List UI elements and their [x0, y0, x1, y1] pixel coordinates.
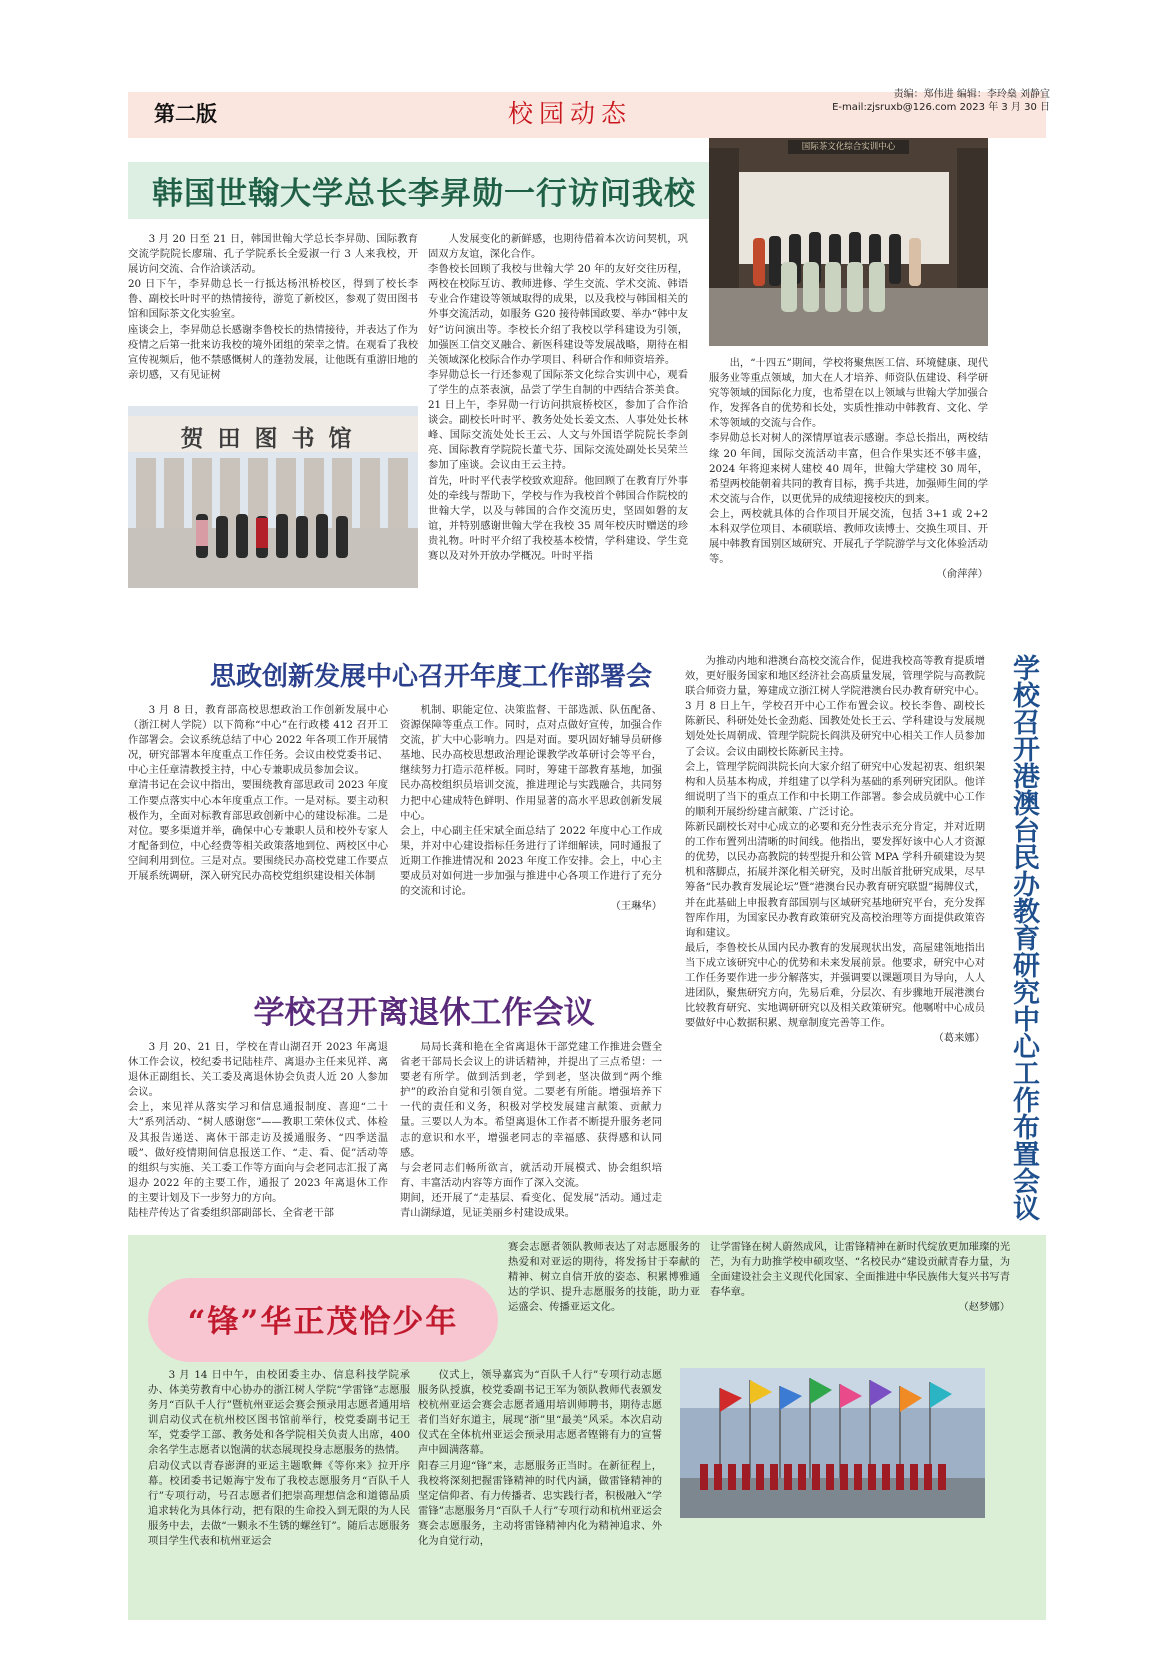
flag-ceremony-photo [680, 1368, 985, 1518]
tea-center-group-photo [709, 138, 988, 346]
article5-text: 赛会志愿者领队教师表达了对志愿服务的热爱和对亚运的期待，将发扬甘于奉献的精神、树立自信开放的姿态、积累博雅通达的学识、提升志愿服务的技能，助力亚运盛会、传播亚运文化。 [508, 1241, 700, 1314]
article5-headline: “锋”华正茂恰少年 [187, 1304, 459, 1340]
flag-photo-art [680, 1368, 985, 1518]
article3-column-1 [128, 1040, 388, 1221]
page-number: 第二版 [154, 102, 217, 126]
editor-info [806, 88, 1050, 114]
article1-text: 3 月 20 日至 21 日，韩国世翰大学总长李昇勋、国际教育交流学院院长廖瑞、孔子学院系长全爱淑一行 3 人来我校，开展访问交流、合作洽谈活动。 20 日下午，李昇勋总长一行抵达杨汛桥校区，得到了校长李鲁、副校长叶时平的热情接待，游览了新校区，参观了贺田图书馆和国际茶文化实验室。 座谈会上，李昇勋总长感谢李鲁校长的热情接待，并表达了作为疫情之后第一批来访我校的境外团组的荣幸之情。在观看了我校宣传视频后，他不禁感慨树人的蓬勃发展，让他既有重游旧地的亲切感，又有见证树 [128, 233, 418, 381]
tea-center-sign: 国际茶文化综合实训中心 [788, 140, 909, 154]
article5-top-middle [508, 1240, 700, 1315]
article2-headline: 思政创新发展中心召开年度工作部署会 [209, 662, 652, 692]
article2-column-1 [128, 703, 388, 884]
article3-headline: 学校召开离退休工作会议 [253, 995, 595, 1031]
article2-text: 3 月 8 日，教育部高校思想政治工作创新发展中心（浙江树人学院）以下简称“中心”在行政楼 412 召开工作部署会。会议系统总结了中心 2022 年各项工作开展情况，研究部署本年度重点工作任务。会议由校党委书记、中心主任章清教授主持，中心专兼职成员参加会议。 章清书记在会议中指出，要围绕教育部思政司 2023 年度工作要点落实中心本年度重点工作。一是对标。要主动积极作为，全面对标教育部思政创新中心的建设标准。二是对位。要多渠道并举，确保中心专兼职人员和校外专家人才配备到位，中心经费等相关政策落地到位、两校区中心空间利用到位。三是对点。要围绕民办高校党建工作要点开展系统调研，深入研究民办高校党组织建设相关体制 [128, 704, 388, 883]
article1-text: 出，“十四五”期间，学校将聚焦医工信、环境健康、现代服务业等重点领域，加大在人才培养、师资队伍建设、科学研究等领域的国际化力度，也希望在以上领域与世翰大学加强合作，发挥各自的优势和长处，实质性推动中韩教育、文化、学术等领域的交流与合作。 李昇勋总长对树人的深情厚谊表示感谢。李总长指出，两校结缘 20 年间，国际交流活动丰富，但合作果实还不够丰盛，2024 年将迎来树人建校 40 周年，世翰大学建校 30 周年，希望两校能朝着共同的教育目标，携手共进，加强师生间的学术交流与合作，以更优异的成绩迎接校庆的到来。 会上，两校就具体的合作项目开展交流，包括 3+1 或 2+2 本科双学位项目、本硕联培、教师攻读博士、交换生项目、开展中韩教育国别区域研究、开展孔子学院游学与文化体验活动等。 [709, 357, 988, 566]
article4-vertical-headline: 学校召开港澳台民办教育研究中心工作布置会议 [1008, 654, 1039, 1221]
library-group-photo [128, 406, 418, 588]
article1-column-3 [709, 356, 988, 582]
article4-byline: （葛来娜） [933, 1032, 985, 1045]
contact-date-line: E-mail:zjsruxb@126.com 2023 年 3 月 30 日 [832, 102, 1050, 113]
article1-column-1 [128, 232, 418, 383]
article4-column [685, 654, 985, 1046]
article5-text: 让学雷锋在树人蔚然成风，让雷锋精神在新时代绽放更加璀璨的光芒，为有力助推学校申硕攻坚、“名校民办”建设贡献青春力量，为全面建设社会主义现代化国家、全面推进中华民族伟大复兴书写青春华章。 [710, 1241, 1010, 1299]
article5-text: 3 月 14 日中午，由校团委主办、信息科技学院承办、体美劳教育中心协办的浙江树人学院“学雷锋”志愿服务月“百队千人行”暨杭州亚运会赛会预录用志愿者通用培训启动仪式在杭州校区图书馆前举行，校党委副书记王军，党委学工部、教务处和各学院相关负责人出席，400 余名学生志愿者以饱满的状态展现投身志愿服务的热情。 启动仪式以青春澎湃的亚运主题歌舞《等你来》拉开序幕。校团委书记姬海宁发布了我校志愿服务月“百队千人行”专项行动，号召志愿者们把崇高理想信念和道德品质追求转化为具体行动，把有限的生命投入到无限的为人民服务中去，去做“一颗永不生锈的螺丝钉”。随后志愿服务项目学生代表和杭州亚运会 [148, 1369, 410, 1548]
article1-headline: 韩国世翰大学总长李昇勋一行访问我校 [152, 176, 696, 212]
editors-line: 责编：郑伟进 编辑：李玲燊 刘静宜 [893, 89, 1050, 100]
article2-byline: （王琳华） [610, 900, 662, 913]
article5-top-right [710, 1240, 1010, 1315]
article3-text: 3 月 20、21 日，学校在青山湖召开 2023 年离退休工作会议，校纪委书记陆桂芹、离退办主任来见祥、离退休正副组长、关工委及离退休协会负责人近 20 人参加会议。 会上，来见祥从落实学习和信息通报制度、喜迎“二十大”系列活动、“树人感谢您”——教职工荣休仪式、体检及其报告递送、离休干部走访及援通服务、“四季送温暖”、做好疫情期间信息报送工作、“走、看、促”活动等的组织与实施、关工委工作等方面向与会老同志汇报了离退办 2022 年的主要工作，通报了 2023 年离退休工作的主要计划及下一步努力的方向。 陆桂芹传达了省委组织部副部长、全省老干部 [128, 1041, 388, 1220]
article5-text: 仪式上，领导嘉宾为“百队千人行”专项行动志愿服务队授旗，校党委副书记王军为领队教师代表颁发校杭州亚运会赛会志愿者通用培训师聘书，期待志愿者们当好东道主，展现“浙”里“最美”风采。本次启动仪式在全体杭州亚运会预录用志愿者铿锵有力的宣誓声中圆满落幕。 阳春三月迎“锋”来，志愿服务正当时。在新征程上，我校将深刻把握雷锋精神的时代内涵，做雷锋精神的坚定信仰者、有力传播者、忠实践行者，积极融入“学雷锋”志愿服务月“百队千人行”专项行动和杭州亚运会赛会志愿服务，主动将雷锋精神内化为精神追求、外化为自觉行动， [418, 1369, 662, 1548]
article1-byline: （俞萍萍） [936, 568, 988, 581]
article2-text: 机制、职能定位、决策监督、干部选派、队伍配备、资源保障等重点工作。同时，点对点做好宣传，加强合作交流，扩大中心影响力。四是对面。要巩固好辅导员研修基地、民办高校思想政治理论课教学改革研讨会等平台，继续努力打造示范样板。同时，筹建干部教育基地，加强民办高校组织员培训交流，推进理论与实践融合，共同努力把中心建成特色鲜明、作用显著的高水平思政创新发展中心。 会上，中心副主任宋斌全面总结了 2022 年度中心工作成果，并对中心建设指标任务进行了详细解读，同时通报了近期工作推进情况和 2023 年度工作安排。会上，中心主要成员对如何进一步加强与推进中心各项工作进行了充分的交流和讨论。 [400, 704, 662, 898]
article1-text: 人发展变化的新鲜感，也期待借着本次访问契机，巩固双方友谊，深化合作。 李鲁校长回顾了我校与世翰大学 20 年的友好交往历程，两校在校际互访、教师进修、学生交流、学术交流、韩语专业合作建设等领域取得的成果，以及我校与韩国相关的外事交流活动，如服务 G20 接待韩国政要、举办“韩中友好”访问演出等。李校长介绍了我校以学科建设为引领，加强医工信交叉融合、新医科建设等发展战略，期待在相关领域深化校际合作办学项目、科研合作和师资培养。 李昇勋总长一行还参观了国际茶文化综合实训中心，观看了学生的点茶表演，品尝了学生自制的中西结合茶美食。 21 日上午，李昇勋一行访问拱宸桥校区，参加了合作洽谈会。副校长叶时平、教务处处长姜文杰、人事处处长林峰、国际交流处处长王云、人文与外国语学院院长李剑亮、国际教育学院院长董弋芬、国际交流处副处长吴荣兰参加了座谈。会议由王云主持。 首先，叶时平代表学校致欢迎辞。他回顾了在教育厅外事处的牵线与帮助下，学校与作为我校首个韩国合作院校的世翰大学，以及与韩国的合作交流历史，坚固如磐的友谊，并特别感谢世翰大学在我校 35 周年校庆时赠送的珍贵礼物。叶时平介绍了我校基本校情，学科建设、学生竞赛以及对外开放办学概况。叶时平指 [428, 233, 688, 562]
article3-text: 局局长龚和艳在全省离退休干部党建工作推进会暨全省老干部局长会议上的讲话精神，并提出了三点希望：一要老有所学。做到活到老，学到老，坚决做到“两个维护”的政治自觉和引领自觉。二要老有所能。增强培养下一代的责任和义务，积极对学校发展建言献策、贡献力量。三要以人为本。希望离退休工作者不断提升服务老同志的意识和水平，增强老同志的幸福感、获得感和认同感。 与会老同志们畅所欲言，就活动开展模式、协会组织培育、丰富活动内容等方面作了深入交流。 期间，还开展了“走基层、看变化、促发展”活动。通过走青山湖绿道，见证美丽乡村建设成果。 [400, 1041, 662, 1220]
article3-column-2 [400, 1040, 662, 1221]
article5-column-2 [418, 1368, 662, 1549]
article1-column-2 [428, 232, 688, 564]
library-sign-text: 贺田图书馆 [180, 425, 366, 452]
article2-column-2 [400, 703, 662, 914]
article4-text: 为推动内地和港澳台高校交流合作，促进我校高等教育提质增效，更好服务国家和地区经济社会高质量发展，管理学院与高教院联合师资力量，筹建成立浙江树人学院港澳台民办教育研究中心。3 月 8 日上午，学校召开中心工作布置会议。校长李鲁、副校长陈新民、科研处处长金劲彪、国教处处长王云、学科建设与发展规划处处长周朝成、管理学院院长阎洪及研究中心相关工作人员参加了会议。会议由副校长陈新民主持。 会上，管理学院阎洪院长向大家介绍了研究中心发起初衷、组织架构和人员基本构成，并组建了以学科为基础的系列研究团队。他详细说明了当下的重点工作和中长期工作部署。参会成员就中心工作的顺利开展纷纷建言献策、广泛讨论。 陈新民副校长对中心成立的必要和充分性表示充分肯定，并对近期的工作布置列出清晰的时间线。他指出，要发挥好该中心人才资源的优势，以民办高教院的转型提升和公管 MPA 学科升硕建设为契机和落脚点，拓展并深化相关研究，及时出版首批研究成果，尽早筹备“民办教育发展论坛”暨“港澳台民办教育研究联盟”揭牌仪式，并在此基础上申报教育部国别与区域研究基地研究平台，充分发挥智库作用，为国家民办教育政策研究及高校治理等方面提供政策咨询和建议。 最后，李鲁校长从国内民办教育的发展现状出发，高屋建瓴地指出当下成立该研究中心的优势和未来发展前景。他要求，研究中心对工作任务要作进一步分解落实，并强调要以课题项目为导向，人人进团队，聚焦研究方向，先易后难，分层次、有步骤地开展港澳台比较教育研究、实地调研研究以及相关政策研究。他嘱咐中心成员要做好中心数据积累、规章制度完善等工作。 [685, 655, 985, 1030]
tea-photo-art [709, 138, 988, 346]
article5-byline: （赵梦娜） [958, 1301, 1010, 1314]
article5-column-1 [148, 1368, 410, 1549]
section-title: 校园动态 [507, 99, 632, 128]
